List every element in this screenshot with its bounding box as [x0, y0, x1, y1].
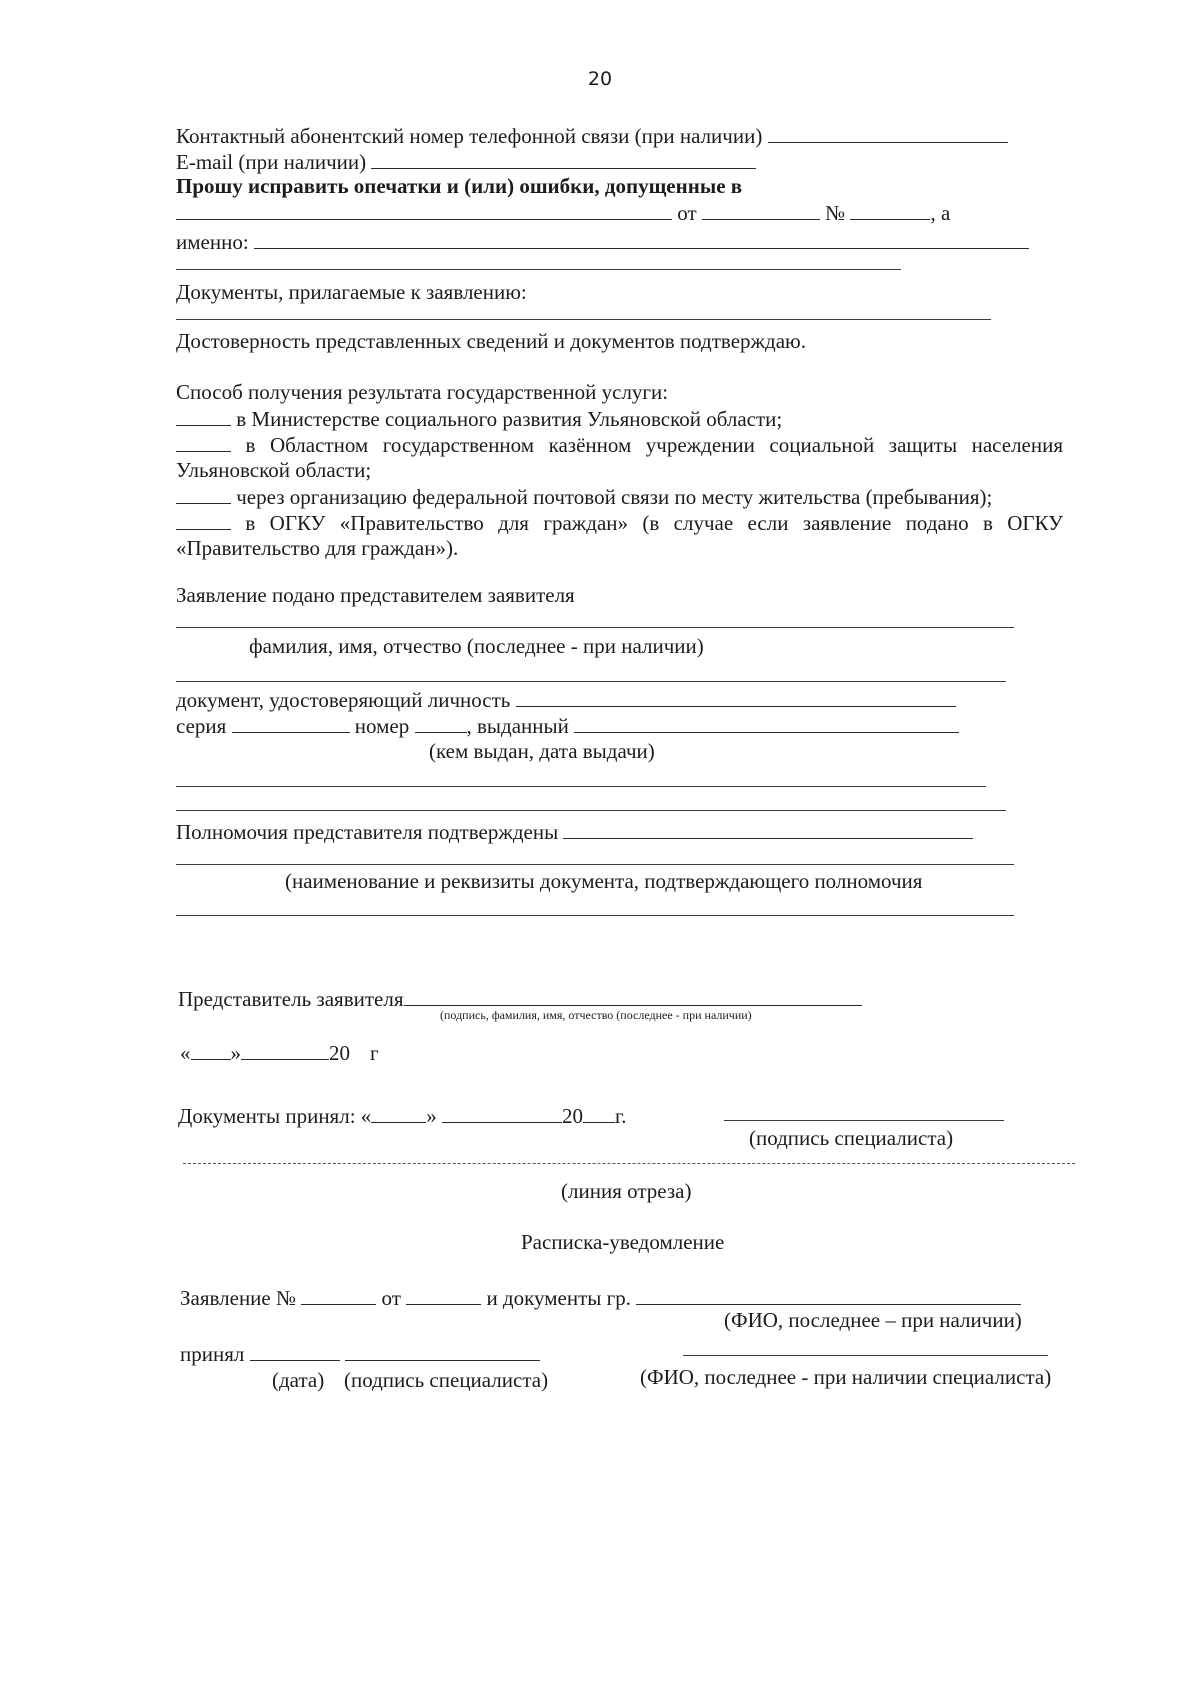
ot-label: от	[677, 201, 697, 225]
issued-field[interactable]	[574, 712, 959, 733]
number-field[interactable]	[415, 712, 467, 733]
receipt-accepted-line	[180, 1340, 540, 1367]
id-doc-line	[176, 686, 956, 713]
request-doc-field[interactable]	[176, 199, 672, 220]
cut-line	[183, 1163, 1075, 1164]
number-label: номер	[354, 714, 410, 738]
accepted-day-field[interactable]	[371, 1102, 426, 1123]
rep-signature-label: Представитель заявителя	[178, 987, 404, 1011]
accepted-year-suffix: г.	[615, 1104, 627, 1128]
a-label: , а	[930, 201, 951, 225]
option-post-label: через организацию федеральной почтовой связи по месту жительства (пребывания);	[236, 485, 993, 509]
receipt-statement-label: Заявление №	[180, 1286, 297, 1310]
option-ogku-social	[176, 431, 1063, 458]
request-number-field[interactable]	[850, 199, 930, 220]
accepted-month-field[interactable]	[442, 1102, 562, 1123]
imenno-continuation-line[interactable]	[176, 269, 901, 270]
accepted-line	[178, 1102, 627, 1129]
year-spacer	[350, 1040, 370, 1060]
rep-fio-line[interactable]	[176, 627, 1014, 628]
rep-fio-caption: фамилия, имя, отчество (последнее - при наличии)	[249, 634, 704, 658]
reliability-text: Достоверность представленных сведений и документов подтверждаю.	[176, 329, 806, 353]
series-field[interactable]	[232, 712, 350, 733]
receipt-ot-label: от	[381, 1286, 401, 1310]
method-title: Способ получения результата государственной услуги:	[176, 380, 669, 404]
receipt-number-field[interactable]	[301, 1284, 376, 1305]
authority-field[interactable]	[563, 818, 973, 839]
option-ogku-social-cont: Ульяновской области;	[176, 458, 372, 482]
receipt-accepted-label: принял	[180, 1342, 245, 1366]
accepted-signature-line[interactable]	[724, 1120, 1004, 1121]
authority-line	[176, 818, 973, 845]
receipt-accepted-date-field[interactable]	[250, 1340, 340, 1361]
cut-caption: (линия отреза)	[561, 1179, 692, 1203]
email-label: E-mail (при наличии)	[176, 150, 367, 174]
rep-date-day-field[interactable]	[191, 1039, 231, 1060]
phone-field[interactable]	[768, 122, 1008, 143]
imenno-field[interactable]	[254, 228, 1029, 249]
receipt-sign-caption: (подпись специалиста)	[344, 1368, 549, 1392]
phone-label: Контактный абонентский номер телефонной связи (при наличии)	[176, 124, 763, 148]
rep-submitted-label: Заявление подано представителем заявителя	[176, 583, 575, 607]
receipt-fio-field[interactable]	[636, 1284, 1021, 1305]
issued-label: , выданный	[466, 714, 569, 738]
accepted-label: Документы принял: «	[178, 1104, 372, 1128]
authority-caption: (наименование и реквизиты документа, подтверждающего полномочия	[285, 869, 923, 893]
imenno-label: именно:	[176, 230, 249, 254]
id-doc-field[interactable]	[516, 686, 956, 707]
option-mfc-cont: «Правительство для граждан»).	[176, 536, 459, 560]
page-number: 20	[587, 68, 613, 90]
receipt-docs-label: и документы гр.	[486, 1286, 631, 1310]
request-title: Прошу исправить опечатки и (или) ошибки, допущенные в	[176, 174, 743, 198]
id-doc-label: документ, удостоверяющий личность	[176, 688, 511, 712]
option-mfc-checkbox[interactable]	[176, 509, 231, 530]
receipt-date-field[interactable]	[406, 1284, 481, 1305]
number-sign-label: №	[825, 201, 846, 225]
issued-line-2[interactable]	[176, 786, 986, 787]
receipt-spec-fio-line[interactable]	[683, 1355, 1048, 1356]
request-doc-line	[176, 199, 950, 226]
phone-line	[176, 122, 1008, 149]
email-field[interactable]	[371, 148, 756, 169]
option-ministry-checkbox[interactable]	[176, 405, 231, 426]
rep-date-year: 20	[329, 1041, 350, 1065]
accepted-year: 20	[562, 1104, 584, 1128]
option-post	[176, 483, 992, 510]
series-label: серия	[176, 714, 227, 738]
date-close-quote: »	[230, 1041, 241, 1065]
authority-line-3[interactable]	[176, 915, 1014, 916]
receipt-accepted-sign-field[interactable]	[345, 1340, 540, 1361]
receipt-date-caption: (дата)	[272, 1368, 325, 1392]
authority-line-2[interactable]	[176, 864, 1014, 865]
rep-date-year-suffix: г	[370, 1041, 379, 1065]
issued-line-3[interactable]	[176, 810, 1006, 811]
option-ogku-social-checkbox[interactable]	[176, 431, 231, 452]
option-ministry	[176, 405, 782, 432]
accepted-year-field[interactable]	[583, 1102, 615, 1123]
authority-label: Полномочия представителя подтверждены	[176, 820, 559, 844]
imenno-line	[176, 228, 1029, 255]
series-line	[176, 712, 959, 739]
receipt-spec-fio-caption: (ФИО, последнее - при наличии специалиста)	[640, 1365, 1052, 1389]
rep-date-month-field[interactable]	[241, 1039, 329, 1060]
docs-attached-line[interactable]	[176, 319, 991, 320]
rep-date-line	[180, 1039, 379, 1066]
rep-fio-line-2[interactable]	[176, 681, 1006, 682]
issued-caption: (кем выдан, дата выдачи)	[429, 739, 655, 763]
request-date-field[interactable]	[702, 199, 820, 220]
receipt-title: Расписка-уведомление	[521, 1230, 725, 1254]
option-ogku-social-label: в Областном государственном казённом учреждении социальной защиты населения	[245, 433, 1064, 457]
email-line	[176, 148, 756, 175]
accepted-signature-caption: (подпись специалиста)	[749, 1126, 954, 1150]
date-open-quote: «	[180, 1041, 191, 1065]
option-mfc	[176, 509, 1063, 536]
rep-signature-caption: (подпись, фамилия, имя, отчество (последнее - при наличии)	[440, 1008, 752, 1022]
receipt-fio-caption: (ФИО, последнее – при наличии)	[724, 1308, 1022, 1332]
option-post-checkbox[interactable]	[176, 483, 231, 504]
option-mfc-label: в ОГКУ «Правительство для граждан» (в случае если заявление подано в ОГКУ	[245, 511, 1063, 535]
accepted-quote-close: »	[426, 1104, 437, 1128]
option-ministry-label: в Министерстве социального развития Ульяновской области;	[236, 407, 783, 431]
rep-signature-field[interactable]	[404, 985, 862, 1006]
docs-attached-label: Документы, прилагаемые к заявлению:	[176, 280, 527, 304]
